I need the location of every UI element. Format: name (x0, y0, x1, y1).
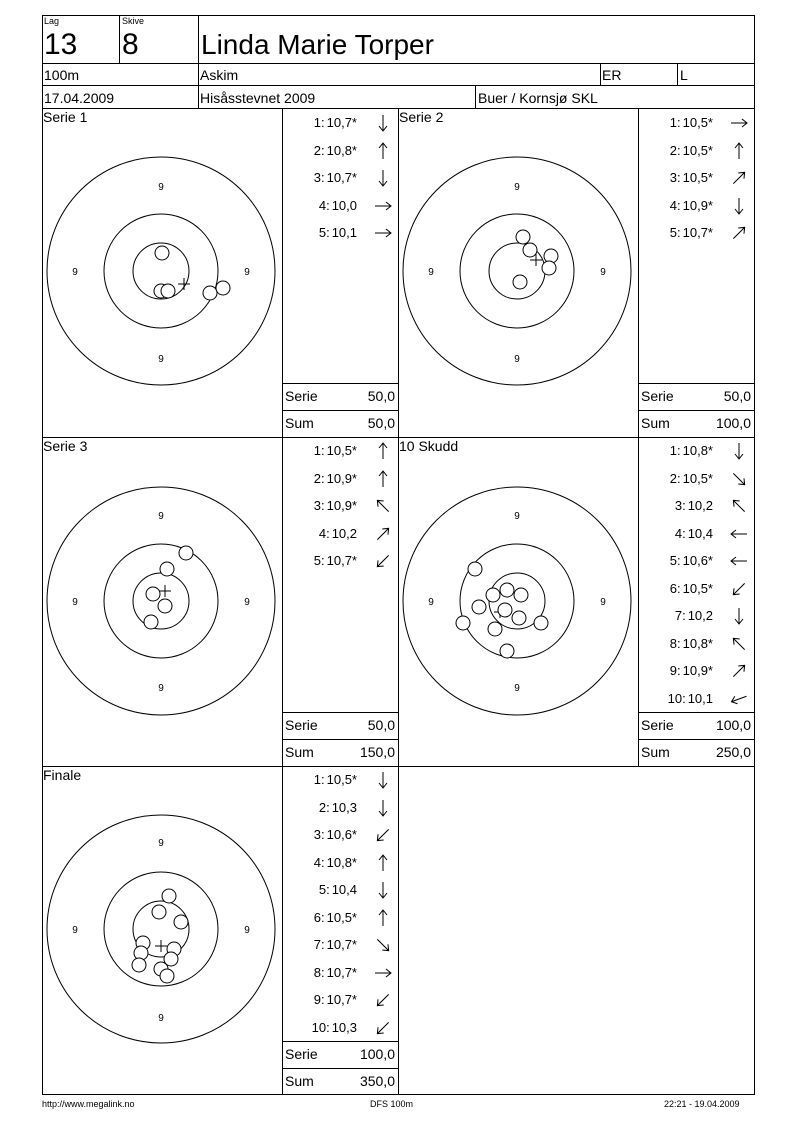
shot-number: 2: (318, 799, 330, 815)
serie-total-label: Serie (285, 717, 318, 733)
ring-label: 9 (514, 354, 520, 365)
shot-number: 1: (313, 115, 325, 130)
cumulative-sum-value: 350,0 (359, 1073, 395, 1089)
sum-divider (283, 739, 398, 740)
shot-score: 10,5* (682, 170, 713, 185)
shot-number: 2: (313, 470, 325, 486)
shot-score: 10,7* (326, 553, 357, 568)
shot-number: 5: (669, 225, 681, 240)
cumulative-sum-value: 50,0 (367, 415, 395, 431)
ring-label: 9 (158, 354, 164, 365)
shot-score: 10,7* (326, 937, 357, 952)
panel-title: Finale (43, 767, 82, 783)
shot-score: 10,5* (682, 470, 713, 486)
shot-score: 10,8* (326, 142, 357, 158)
shot-entry (639, 498, 713, 514)
shot-number: 1: (313, 772, 325, 787)
direction-arrow-icon (373, 141, 393, 161)
direction-arrow-icon (373, 825, 393, 845)
shot-entry (283, 443, 357, 459)
shot-number: 1: (669, 115, 681, 130)
panel-title: 10 Skudd (399, 438, 459, 454)
sum-divider (283, 1041, 398, 1042)
footer-program: DFS 100m (370, 1099, 414, 1109)
ring-label: 9 (428, 267, 434, 278)
panel-title: Serie 3 (43, 438, 88, 454)
footer-timestamp: 22:21 - 19.04.2009 (664, 1099, 740, 1109)
direction-arrow-icon (373, 798, 393, 818)
shot-entry (639, 636, 713, 652)
serie-total-label: Serie (641, 717, 674, 733)
shot-number: 5: (318, 882, 330, 897)
footer-url: http://www.megalink.no (42, 1099, 135, 1109)
shot-score: 10,0 (331, 197, 357, 213)
direction-arrow-icon (373, 1018, 393, 1038)
shot-number: 9: (313, 992, 325, 1007)
shot-score: 10,5* (326, 443, 357, 458)
direction-arrow-icon (729, 196, 749, 216)
shot-entry (283, 498, 357, 514)
direction-arrow-icon (373, 496, 393, 516)
shot-entry (283, 855, 357, 871)
sum-divider (639, 383, 754, 384)
ring-label: 9 (514, 511, 520, 522)
event-name: Hisåsstevnet 2009 (200, 90, 316, 106)
direction-arrow-icon (373, 168, 393, 188)
sum-divider (639, 739, 754, 740)
direction-arrow-icon (373, 113, 393, 133)
shot-number: 3: (313, 498, 325, 513)
shot-number: 10: (667, 690, 686, 706)
direction-arrow-icon (729, 113, 749, 133)
shot-score: 10,7* (326, 115, 357, 130)
shot-hole (132, 958, 146, 972)
shot-entry (283, 937, 357, 953)
serie-total-value: 50,0 (723, 388, 751, 404)
shot-entry (283, 827, 357, 843)
direction-arrow-icon (373, 524, 393, 544)
direction-arrow-icon (729, 141, 749, 161)
shot-number: 8: (313, 964, 325, 980)
shot-score: 10,7* (326, 964, 357, 980)
sum-divider (639, 410, 754, 411)
shot-score: 10,1 (331, 225, 357, 240)
shot-score: 10,4 (687, 525, 713, 541)
shot-number: 6: (313, 909, 325, 925)
ring-label: 9 (244, 597, 250, 608)
shot-score: 10,5* (682, 142, 713, 158)
shot-score: 10,9* (326, 470, 357, 486)
cumulative-sum-value: 150,0 (359, 744, 395, 760)
shot-score: 10,2 (687, 608, 713, 623)
shot-entry (639, 443, 713, 459)
ring-label: 9 (600, 267, 606, 278)
direction-arrow-icon (729, 168, 749, 188)
shot-entry (639, 170, 713, 186)
ring-label: 9 (72, 925, 78, 936)
shot-score: 10,2 (331, 525, 357, 541)
direction-arrow-icon (729, 469, 749, 489)
shot-score: 10,3 (331, 799, 357, 815)
club: Askim (200, 67, 239, 83)
distance: 100m (44, 67, 80, 83)
shot-number: 9: (669, 663, 681, 678)
date: 17.04.2009 (44, 90, 115, 106)
shot-entry (283, 992, 357, 1008)
shot-number: 2: (313, 142, 325, 158)
shot-entry (283, 526, 357, 542)
shot-score: 10,8* (682, 635, 713, 651)
shot-entry (639, 198, 713, 214)
cumulative-sum-label: Sum (641, 415, 670, 431)
ring-label: 9 (158, 511, 164, 522)
shot-number: 4: (313, 854, 325, 870)
lag-value: 13 (44, 28, 78, 61)
shot-hole (162, 889, 176, 903)
shot-score: 10,5* (682, 580, 713, 596)
shot-score: 10,7* (326, 170, 357, 185)
shot-entry (639, 581, 713, 597)
shot-number: 3: (313, 827, 325, 842)
shot-entry (283, 225, 357, 241)
cumulative-sum-label: Sum (285, 1073, 314, 1089)
organizer: Buer / Kornsjø SKL (478, 90, 598, 106)
sum-divider (283, 383, 398, 384)
shot-number: 3: (313, 170, 325, 185)
direction-arrow-icon (373, 196, 393, 216)
shot-number: 8: (669, 635, 681, 651)
ring-label: 9 (514, 683, 520, 694)
skive-value: 8 (122, 28, 139, 61)
shot-score: 10,5* (326, 909, 357, 925)
shot-number: 4: (674, 525, 686, 541)
serie-total-label: Serie (285, 1046, 318, 1062)
shot-entry (283, 910, 357, 926)
shot-hole (174, 915, 188, 929)
shot-number: 2: (669, 470, 681, 486)
direction-arrow-icon (729, 441, 749, 461)
shot-entry (283, 965, 357, 981)
shot-score: 10,7* (326, 992, 357, 1007)
shot-entry (283, 1020, 357, 1036)
direction-arrow-icon (729, 524, 749, 544)
skive-label: Skive (122, 16, 145, 26)
shot-entry (283, 471, 357, 487)
class: ER (602, 67, 622, 83)
mean-point-cross (155, 940, 167, 952)
ring-label: 9 (428, 597, 434, 608)
panel-title: Serie 1 (43, 109, 88, 125)
shot-entry (639, 225, 713, 241)
direction-arrow-icon (373, 880, 393, 900)
cumulative-sum-label: Sum (285, 744, 314, 760)
ring-label: 9 (158, 683, 164, 694)
shot-number: 4: (318, 197, 330, 213)
direction-arrow-icon (729, 634, 749, 654)
shot-number: 3: (674, 498, 686, 513)
shot-score: 10,1 (687, 690, 713, 706)
shot-entry (639, 471, 713, 487)
ring-label: 9 (72, 267, 78, 278)
direction-arrow-icon (373, 963, 393, 983)
shot-score: 10,9* (326, 498, 357, 513)
shot-number: 2: (669, 142, 681, 158)
sum-divider (283, 712, 398, 713)
shot-score: 10,9* (682, 663, 713, 678)
shot-entry (283, 143, 357, 159)
ring-label: 9 (514, 182, 520, 193)
shot-score: 10,9* (682, 197, 713, 213)
ring-label: 9 (244, 267, 250, 278)
panel-title: Serie 2 (399, 109, 444, 125)
direction-arrow-icon (729, 579, 749, 599)
ring-label: 9 (158, 838, 164, 849)
direction-arrow-icon (729, 223, 749, 243)
serie-total-value: 100,0 (359, 1046, 395, 1062)
shot-number: 1: (313, 443, 325, 458)
sum-divider (283, 410, 398, 411)
direction-arrow-icon (729, 496, 749, 516)
direction-arrow-icon (729, 551, 749, 571)
direction-arrow-icon (373, 853, 393, 873)
shot-entry (283, 553, 357, 569)
direction-arrow-icon (729, 689, 749, 709)
cumulative-sum-label: Sum (641, 744, 670, 760)
shot-score: 10,2 (687, 498, 713, 513)
shot-entry (639, 691, 713, 707)
direction-arrow-icon (373, 908, 393, 928)
ring-label: 9 (600, 597, 606, 608)
shot-entry (283, 115, 357, 131)
direction-arrow-icon (373, 770, 393, 790)
shot-score: 10,6* (682, 553, 713, 568)
direction-arrow-icon (729, 661, 749, 681)
lag-label: Lag (44, 16, 60, 26)
direction-arrow-icon (373, 935, 393, 955)
shot-number: 5: (669, 553, 681, 568)
ring-label: 9 (158, 1013, 164, 1024)
cumulative-sum-value: 100,0 (715, 415, 751, 431)
shot-number: 4: (669, 197, 681, 213)
serie-total-value: 100,0 (715, 717, 751, 733)
shooter-name: Linda Marie Torper (201, 29, 434, 60)
direction-arrow-icon (373, 990, 393, 1010)
direction-arrow-icon (373, 469, 393, 489)
shot-entry (283, 198, 357, 214)
shot-number: 7: (313, 937, 325, 952)
shot-entry (639, 663, 713, 679)
shot-number: 4: (318, 525, 330, 541)
shot-score: 10,6* (326, 827, 357, 842)
shot-score: 10,3 (331, 1019, 357, 1035)
ring-label: 9 (244, 925, 250, 936)
shot-number: 10: (311, 1019, 330, 1035)
cumulative-sum-label: Sum (285, 415, 314, 431)
direction-arrow-icon (373, 441, 393, 461)
shot-entry (283, 772, 357, 788)
shot-number: 7: (674, 608, 686, 623)
shot-entry (639, 526, 713, 542)
serie-total-value: 50,0 (367, 388, 395, 404)
ring-label: 9 (72, 597, 78, 608)
shot-score: 10,5* (326, 772, 357, 787)
shot-number: 6: (669, 580, 681, 596)
shot-entry (639, 608, 713, 624)
shot-number: 3: (669, 170, 681, 185)
sum-divider (639, 712, 754, 713)
shot-entry (283, 882, 357, 898)
shot-entry (283, 800, 357, 816)
sum-divider (283, 1068, 398, 1069)
class-code: L (680, 67, 688, 83)
shot-entry (639, 143, 713, 159)
serie-total-label: Serie (641, 388, 674, 404)
cumulative-sum-value: 250,0 (715, 744, 751, 760)
direction-arrow-icon (373, 551, 393, 571)
shot-entry (639, 553, 713, 569)
shot-entry (639, 115, 713, 131)
shot-number: 5: (313, 553, 325, 568)
shot-hole (160, 969, 174, 983)
shot-number: 1: (669, 443, 681, 458)
ring-label: 9 (158, 182, 164, 193)
shot-score: 10,4 (331, 882, 357, 897)
serie-total-label: Serie (285, 388, 318, 404)
shot-number: 5: (318, 225, 330, 240)
shot-score: 10,8* (682, 443, 713, 458)
shot-score: 10,7* (682, 225, 713, 240)
shot-score: 10,5* (682, 115, 713, 130)
shot-entry (283, 170, 357, 186)
serie-total-value: 50,0 (367, 717, 395, 733)
shot-hole (152, 905, 166, 919)
direction-arrow-icon (373, 223, 393, 243)
direction-arrow-icon (729, 606, 749, 626)
shot-score: 10,8* (326, 854, 357, 870)
target-ring-outer (47, 815, 275, 1043)
